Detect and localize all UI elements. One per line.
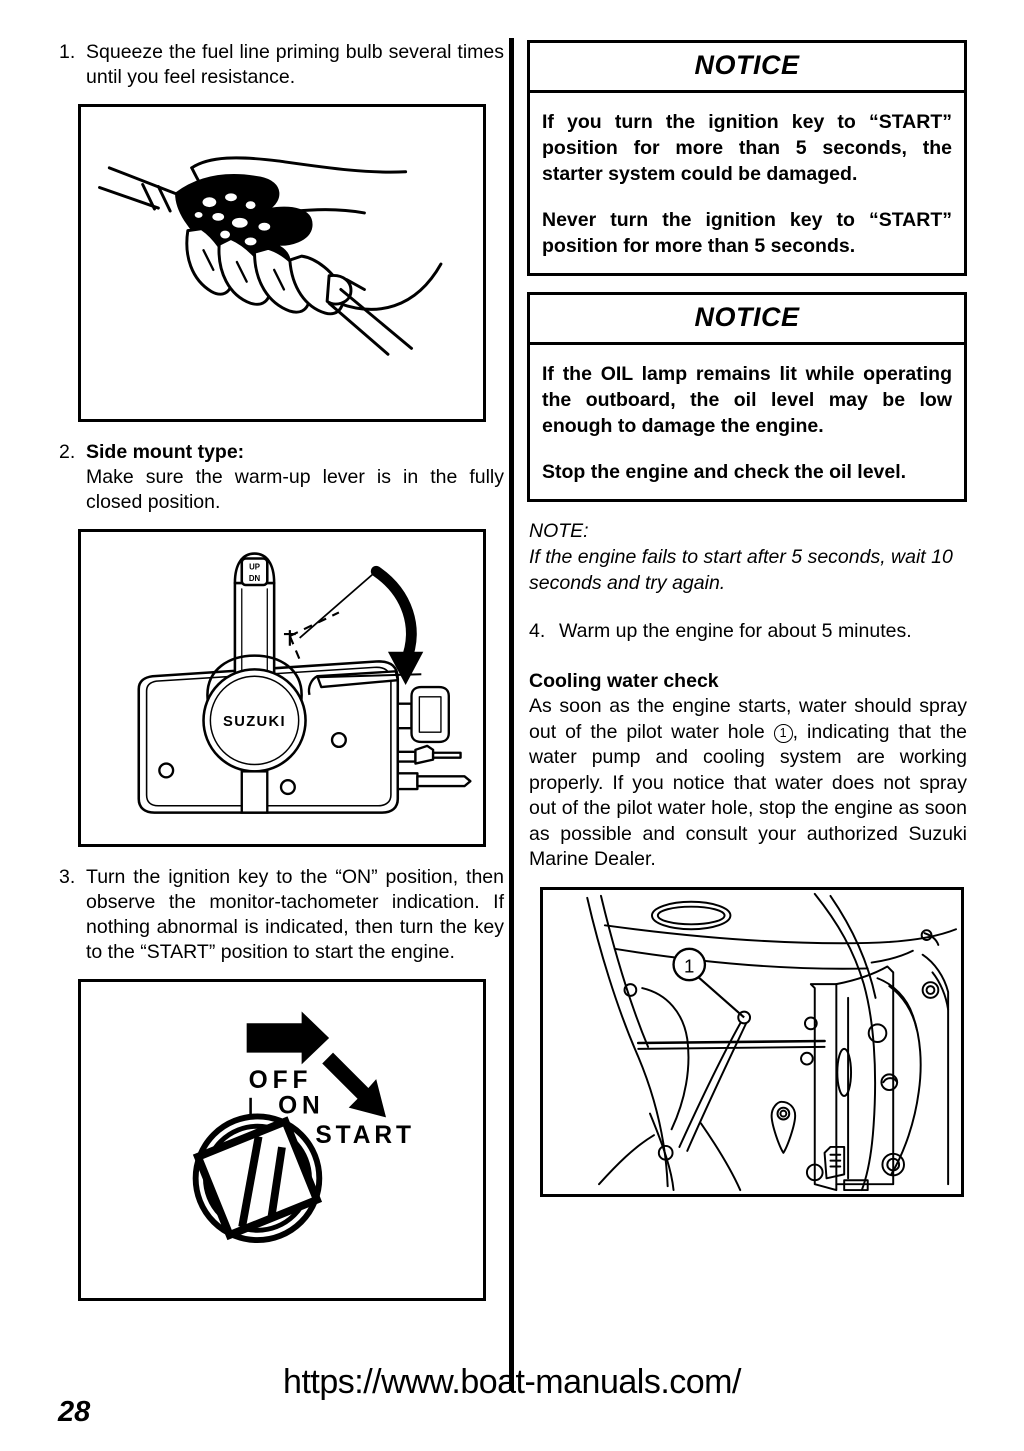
step-2-text: Make sure the warm-up lever is in the fully closed position.	[86, 466, 504, 513]
rotate-arrow-2	[322, 1053, 386, 1118]
rotate-arrow-1	[247, 1011, 329, 1064]
step-2	[56, 440, 504, 515]
note-block	[529, 518, 967, 596]
left-column	[56, 40, 504, 1301]
cooling-water-check-paragraph	[529, 694, 967, 873]
step-2-lead: Side mount type:	[86, 441, 245, 463]
right-column	[527, 40, 967, 1197]
step-1	[56, 40, 504, 90]
notice-paragraph: Stop the engine and check the oil level.	[542, 461, 907, 483]
notice-box-starter	[527, 40, 967, 276]
notice-paragraph: Never turn the ignition key to “START” position for more than 5 seconds.	[542, 209, 952, 257]
priming-bulb-illustration	[81, 107, 483, 419]
key-position-on-label: ON	[278, 1092, 325, 1120]
step-1-text: Squeeze the fuel line priming bulb several times until you feel resistance.	[86, 41, 504, 88]
step-4-number: 4.	[529, 620, 546, 642]
cooling-text-after: , indicating that the water pump and cooling system are working properly. If you notice that water does not spray out of the pilot water hole, stop the engine as soon as possible and consult your authorized Suzuki Marine Dealer.	[529, 720, 968, 870]
key-position-start-label: START	[315, 1121, 415, 1149]
step-2-body	[86, 440, 504, 515]
figure-pilot-water-hole	[540, 887, 964, 1197]
step-1-number: 1.	[59, 41, 76, 63]
figure-ignition-key-switch	[78, 979, 486, 1301]
watermark-url: https://www.boat-manuals.com/	[283, 1363, 741, 1401]
cooling-text-before: As soon as the engine starts, water should spray out of the pilot water hole	[529, 695, 967, 743]
outboard-cowling-illustration	[543, 890, 961, 1194]
notice-heading: NOTICE	[530, 295, 964, 345]
step-3-number: 3.	[59, 866, 76, 888]
column-divider	[509, 38, 514, 1391]
remote-control-illustration	[81, 532, 483, 844]
trim-switch-down-label: DN	[248, 574, 261, 584]
callout-1-inline: 1	[774, 724, 793, 743]
notice-heading: NOTICE	[530, 43, 964, 93]
ignition-switch-illustration	[81, 982, 483, 1298]
callout-leader-line	[695, 974, 744, 1017]
notice-box-oil-lamp	[527, 292, 967, 502]
suzuki-brand-label: SUZUKI	[223, 714, 287, 731]
notice-body	[530, 345, 964, 499]
notice-paragraph: If you turn the ignition key to “START” position for more than 5 seconds, the starter system could be damaged.	[542, 111, 952, 185]
motion-arc	[376, 571, 411, 661]
cooling-water-check-heading: Cooling water check	[529, 670, 719, 692]
notice-paragraph: If the OIL lamp remains lit while operating the outboard, the oil level may be low enough to damage the engine.	[542, 363, 952, 437]
step-3-text: Turn the ignition key to the “ON” position, then observe the monitor-tachometer indication. If nothing abnormal is indicated, then turn the key to the “START” position to start the engine.	[86, 866, 504, 963]
note-label: NOTE:	[529, 520, 589, 542]
callout-1-number: 1	[684, 954, 695, 976]
note-text: If the engine fails to start after 5 seconds, wait 10 seconds and try again.	[529, 546, 953, 594]
step-4-text: Warm up the engine for about 5 minutes.	[559, 620, 912, 642]
notice-body	[530, 93, 964, 273]
step-3	[56, 865, 504, 965]
step-2-number: 2.	[59, 441, 76, 463]
figure-priming-bulb	[78, 104, 486, 422]
figure-side-mount-remote-control	[78, 529, 486, 847]
trim-switch-up-label: UP	[249, 562, 260, 572]
key-position-off-label: OFF	[248, 1066, 313, 1094]
step-4	[529, 618, 967, 644]
page-number: 28	[58, 1396, 91, 1428]
